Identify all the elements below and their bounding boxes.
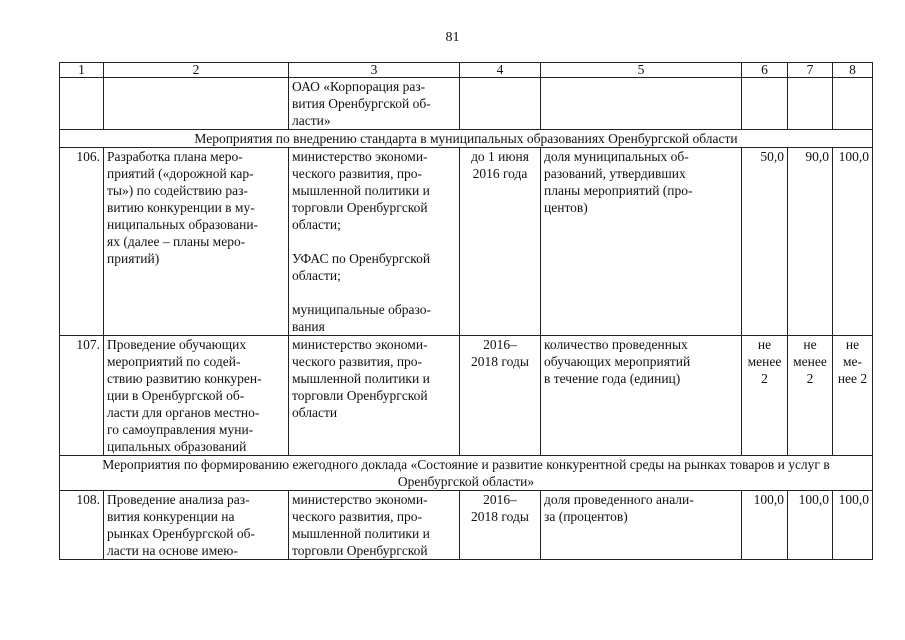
row-number: 107. [60, 336, 104, 456]
row-number: 108. [60, 491, 104, 560]
value-2018: 100,0 [833, 491, 873, 560]
table-row-108 [60, 491, 873, 560]
value-2016: 100,0 [742, 491, 788, 560]
section-title: Мероприятия по внедрению стандарта в муниципальных образованиях Оренбургской области [60, 130, 873, 148]
header-row [60, 63, 873, 78]
measure-cell: Проведение анализа раз- вития конкуренции на рынках Оренбургской об- ласти на основе имею- [104, 491, 289, 560]
indicator-cell: количество проведенных обучающих мероприятий в течение года (единиц) [541, 336, 742, 456]
value-2018: не ме- нее 2 [833, 336, 873, 456]
value-2016: 50,0 [742, 148, 788, 336]
page-number: 81 [445, 30, 460, 45]
measure-cell: Разработка плана меро- приятий («дорожной кар- ты») по содействию раз- витию конкуренции в му- ниципальных образовани- ях (далее – планы меро- приятий) [104, 148, 289, 336]
header-cell: 2 [104, 63, 289, 78]
value-2016: не менее 2 [742, 336, 788, 456]
indicator-cell: доля проведенного анали- за (процентов) [541, 491, 742, 560]
value-2017: 90,0 [788, 148, 833, 336]
executor-cell: ОАО «Корпорация раз- вития Оренбургской об- ласти» [289, 78, 460, 130]
header-cell: 4 [460, 63, 541, 78]
value-2017: не менее 2 [788, 336, 833, 456]
table-row-carry-over [60, 78, 873, 130]
executor-cell: министерство экономи- ческого развития, про- мышленной политики и торговли Оренбургской области; УФАС по Оренбургской области; муниципальные образо- вания [289, 148, 460, 336]
term-cell: 2016– 2018 годы [460, 336, 541, 456]
header-cell: 5 [541, 63, 742, 78]
section-row [60, 456, 873, 491]
value-2017: 100,0 [788, 491, 833, 560]
executor-cell: министерство экономи- ческого развития, про- мышленной политики и торговли Оренбургской области [289, 336, 460, 456]
table-row-106 [60, 148, 873, 336]
value-2018: 100,0 [833, 148, 873, 336]
header-cell: 1 [60, 63, 104, 78]
term-cell: 2016– 2018 годы [460, 491, 541, 560]
indicator-cell: доля муниципальных об- разований, утвердивших планы мероприятий (про- центов) [541, 148, 742, 336]
section-title: Мероприятия по формированию ежегодного доклада «Состояние и развитие конкурентной среды на рынках товаров и услуг в Оренбургской области» [60, 456, 873, 491]
executor-cell: министерство экономи- ческого развития, про- мышленной политики и торговли Оренбургской [289, 491, 460, 560]
table-row-107 [60, 336, 873, 456]
header-cell: 6 [742, 63, 788, 78]
section-row [60, 130, 873, 148]
measure-cell: Проведение обучающих мероприятий по содей- ствию развитию конкурен- ции в Оренбургской об- ласти для органов местно- го самоуправления муни- ципальных образований [104, 336, 289, 456]
term-cell: до 1 июня 2016 года [460, 148, 541, 336]
measures-table [59, 62, 873, 560]
header-cell: 8 [833, 63, 873, 78]
header-cell: 7 [788, 63, 833, 78]
row-number: 106. [60, 148, 104, 336]
header-cell: 3 [289, 63, 460, 78]
